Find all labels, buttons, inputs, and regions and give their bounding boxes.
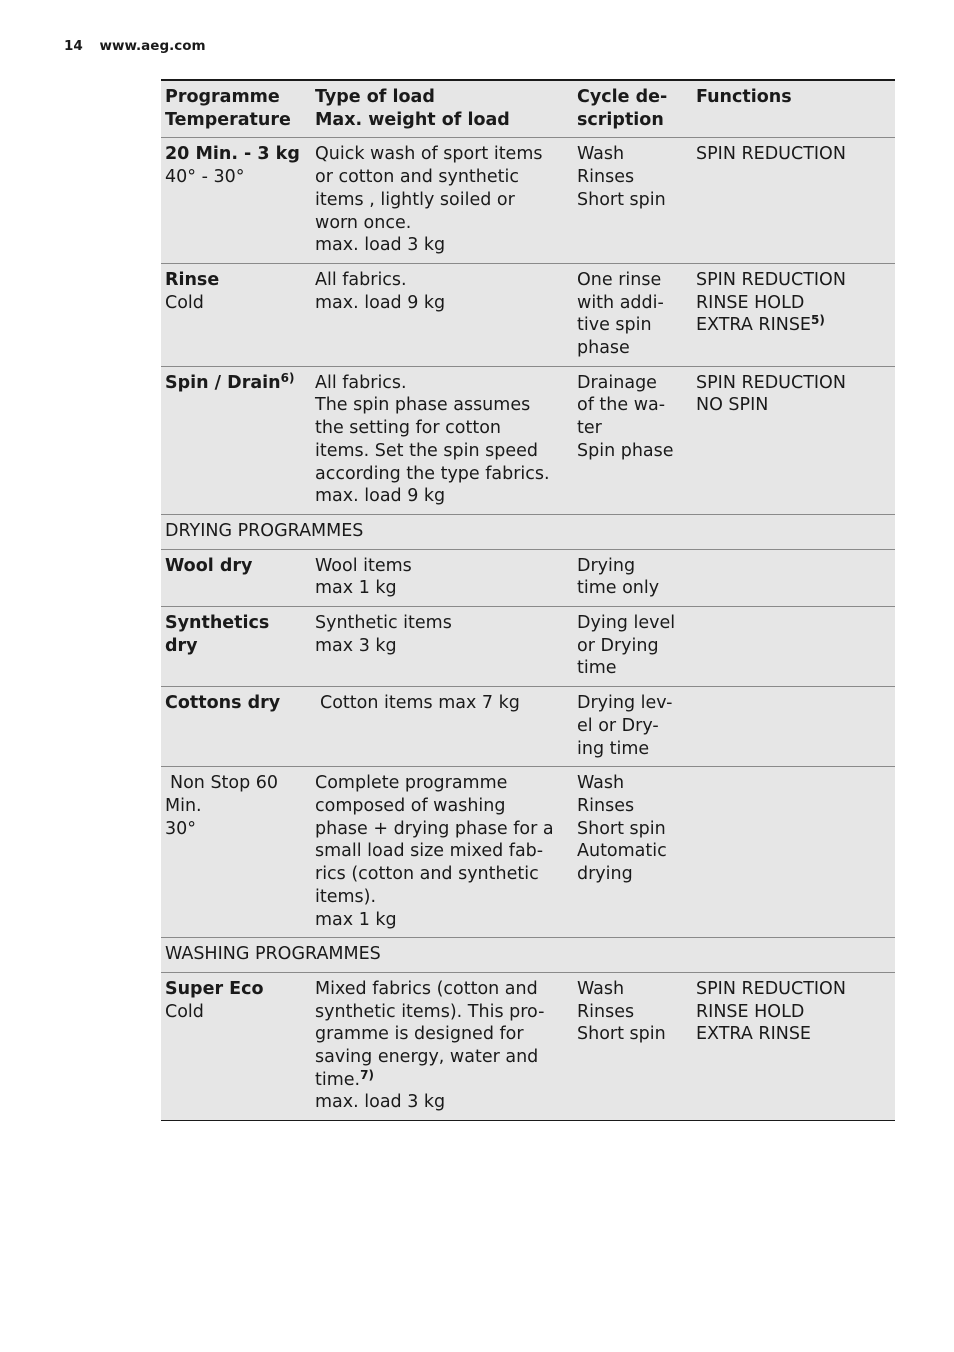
table-row [161, 607, 895, 687]
section-label: WASHING PROGRAMMES [165, 944, 381, 965]
programme-cell [161, 687, 311, 767]
table-row [161, 263, 895, 366]
load-line: or cotton and synthetic [315, 167, 519, 188]
cycle-line: One rinse [577, 269, 662, 290]
programme-temperature: Cold [165, 292, 204, 313]
cycle-line: Drying [577, 555, 636, 576]
function-item: SPIN REDUCTION [696, 144, 846, 165]
cycle-line: or Drying [577, 635, 659, 656]
functions-cell [692, 607, 895, 687]
table-row [161, 972, 895, 1120]
cycle-line: Automatic [577, 841, 667, 862]
programme-name-line: 30° [165, 818, 197, 839]
programme-table [161, 79, 895, 1121]
load-cell [311, 138, 573, 264]
cycle-cell [573, 366, 692, 514]
header-cycle: Cycle de- scription [577, 87, 668, 130]
load-line: All fabrics. [315, 269, 407, 290]
programme-name: Wool dry [165, 555, 253, 576]
page-number: 14 [64, 38, 83, 54]
programme-name: 20 Min. - 3 kg [165, 144, 300, 165]
load-line: worn once. [315, 212, 412, 233]
cycle-line: Drainage [577, 372, 657, 393]
cycle-line: of the wa- [577, 395, 666, 416]
programme-cell [161, 549, 311, 606]
load-line: the setting for cotton [315, 418, 501, 439]
cycle-line: ing time [577, 738, 650, 759]
load-line: items. Set the spin speed [315, 440, 538, 461]
functions-cell [692, 687, 895, 767]
cycle-line: el or Dry- [577, 715, 659, 736]
programme-name: Cottons dry [165, 693, 281, 714]
cycle-cell [573, 767, 692, 938]
programme-cell [161, 138, 311, 264]
load-line: max 1 kg [315, 578, 397, 599]
functions-cell [692, 767, 895, 938]
header-functions: Functions [696, 87, 792, 107]
cycle-line: Short spin [577, 1024, 666, 1045]
load-line: max 1 kg [315, 909, 397, 930]
load-line: synthetic items). This pro- [315, 1001, 545, 1022]
table-row [161, 138, 895, 264]
cycle-line: time [577, 658, 617, 679]
programme-temperature: Cold [165, 1001, 204, 1022]
load-line: The spin phase assumes [315, 395, 531, 416]
load-cell [311, 687, 573, 767]
load-cell [311, 607, 573, 687]
function-item: SPIN REDUCTION [696, 372, 846, 393]
programme-name-line: Synthetics [165, 613, 270, 634]
cycle-line: phase [577, 338, 630, 359]
header-programme: Programme Temperature [165, 87, 291, 130]
cycle-line: ter [577, 418, 602, 439]
load-line: gramme is designed for [315, 1024, 524, 1045]
programme-cell [161, 263, 311, 366]
table-body [161, 138, 895, 1121]
function-item: EXTRA RINSE [696, 1024, 811, 1045]
cycle-cell [573, 972, 692, 1120]
load-cell [311, 263, 573, 366]
function-item: SPIN REDUCTION [696, 269, 846, 290]
load-line: composed of washing [315, 795, 506, 816]
programme-cell [161, 972, 311, 1120]
load-line: saving energy, water and [315, 1047, 539, 1068]
load-line: according the type fabrics. [315, 463, 550, 484]
functions-cell [692, 972, 895, 1120]
cycle-cell [573, 687, 692, 767]
cycle-line: Drying lev- [577, 693, 673, 714]
section-row [161, 938, 895, 973]
cycle-cell [573, 263, 692, 366]
footnote-marker: 7) [360, 1067, 374, 1082]
cycle-line: time only [577, 578, 660, 599]
footnote-marker: 6) [280, 370, 295, 385]
cycle-line: Spin phase [577, 440, 674, 461]
load-line: max. load 9 kg [315, 292, 446, 313]
cycle-line: Short spin [577, 189, 666, 210]
load-line: Cotton items max 7 kg [320, 693, 520, 714]
cycle-line: Wash [577, 773, 625, 794]
load-line: items , lightly soiled or [315, 189, 515, 210]
load-line: max. load 3 kg [315, 1092, 446, 1113]
table-row [161, 687, 895, 767]
table-row [161, 549, 895, 606]
load-line: Wool items [315, 555, 412, 576]
programme-name-line: Min. [165, 795, 202, 816]
load-line: Mixed fabrics (cotton and [315, 978, 538, 999]
cycle-cell [573, 138, 692, 264]
function-item: NO SPIN [696, 395, 769, 416]
load-line: Quick wash of sport items [315, 144, 543, 165]
function-item: RINSE HOLD [696, 1001, 805, 1022]
programme-name: Spin / Drain$^{6)}$ [165, 370, 295, 393]
programme-name-line: dry [165, 635, 198, 656]
cycle-line: Wash [577, 978, 625, 999]
programme-name: Rinse [165, 269, 220, 290]
load-cell [311, 767, 573, 938]
load-line: All fabrics. [315, 372, 407, 393]
cycle-cell [573, 607, 692, 687]
functions-cell [692, 138, 895, 264]
cycle-cell [573, 549, 692, 606]
cycle-line: Wash [577, 144, 625, 165]
cycle-line: drying [577, 864, 633, 885]
programme-cell [161, 366, 311, 514]
function-item: RINSE HOLD [696, 292, 805, 313]
functions-cell [692, 549, 895, 606]
load-line: max. load 3 kg [315, 235, 446, 256]
programme-temperature: 40° - 30° [165, 167, 245, 188]
load-line: max. load 9 kg [315, 486, 446, 507]
table-header-row [161, 80, 895, 138]
functions-cell [692, 366, 895, 514]
load-cell [311, 549, 573, 606]
programme-cell [161, 767, 311, 938]
cycle-line: Short spin [577, 818, 666, 839]
load-cell [311, 972, 573, 1120]
programme-name: Super Eco [165, 978, 264, 999]
load-line: small load size mixed fab- [315, 841, 544, 862]
functions-cell [692, 263, 895, 366]
header-load: Type of load Max. weight of load [315, 87, 510, 130]
load-line: items). [315, 886, 377, 907]
cycle-line: Rinses [577, 1001, 635, 1022]
section-label: DRYING PROGRAMMES [165, 520, 364, 541]
cycle-line: Dying level [577, 613, 676, 634]
load-cell [311, 366, 573, 514]
programme-cell [161, 607, 311, 687]
site-url: www.aeg.com [99, 38, 206, 54]
function-item: EXTRA RINSE$^{5)}$ [696, 313, 825, 336]
cycle-line: with addi- [577, 292, 664, 313]
cycle-line: tive spin [577, 315, 652, 336]
table-row [161, 366, 895, 514]
section-row [161, 514, 895, 549]
load-line: phase + drying phase for a [315, 818, 554, 839]
programme-name-line: Non Stop 60 [170, 773, 279, 794]
cycle-line: Rinses [577, 167, 635, 188]
footnote-marker: 5) [811, 313, 825, 328]
cycle-line: Rinses [577, 795, 635, 816]
load-line: Synthetic items [315, 613, 452, 634]
page-header [64, 38, 206, 54]
load-line: max 3 kg [315, 635, 397, 656]
load-line: rics (cotton and synthetic [315, 864, 539, 885]
function-item: SPIN REDUCTION [696, 978, 846, 999]
table-row [161, 767, 895, 938]
load-line: time.$^{7)}$ [315, 1067, 374, 1090]
load-line: Complete programme [315, 773, 508, 794]
